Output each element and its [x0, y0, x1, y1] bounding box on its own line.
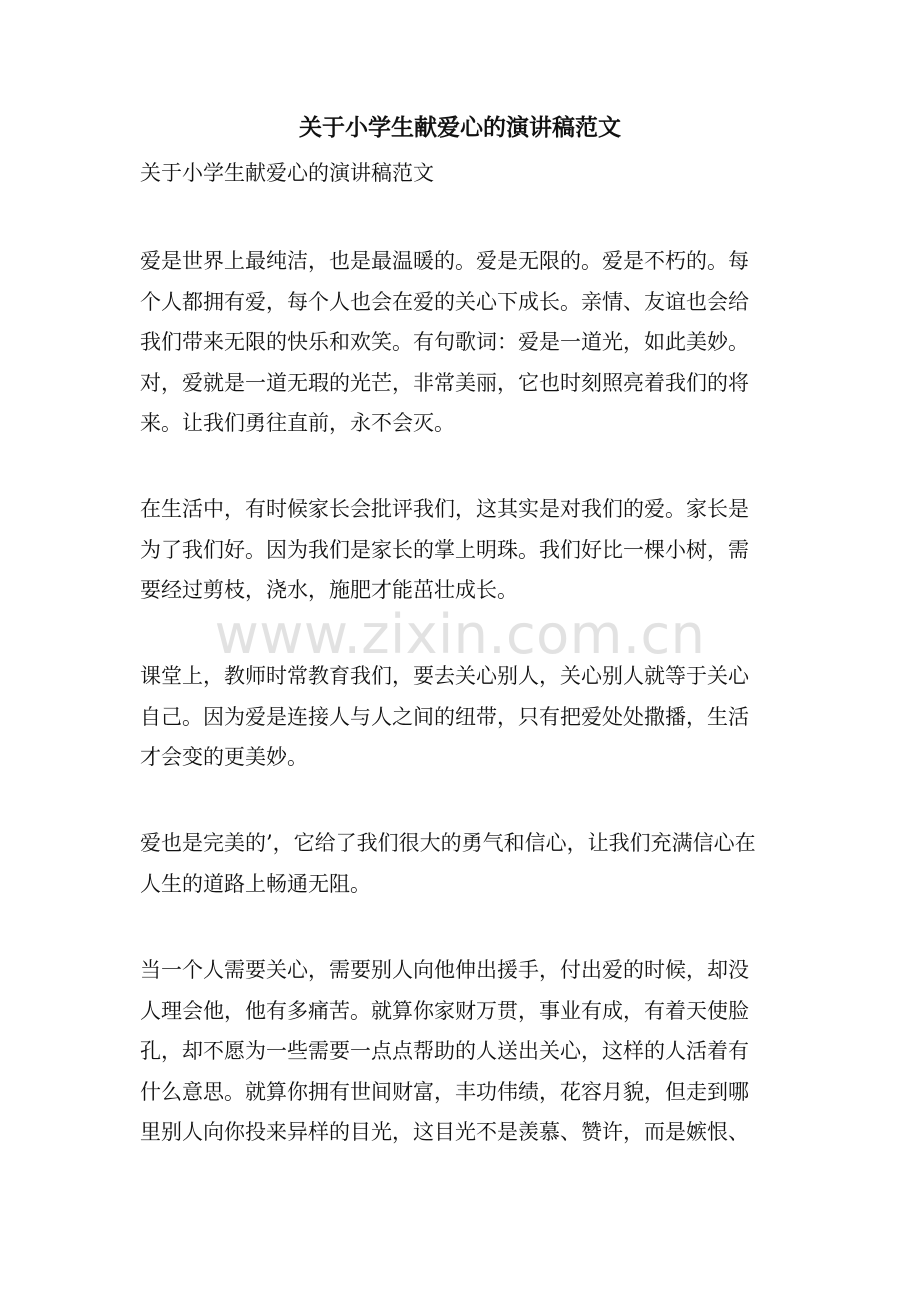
paragraph-1: [140, 241, 782, 444]
text-line: 我们带来无限的快乐和欢笑。有句歌词：爱是一道光，如此美妙。: [140, 330, 749, 355]
watermark: www.zixin.com.cn: [214, 603, 706, 666]
text-line: 课堂上，教师时常教育我们，要去关心别人，关心别人就等于关心: [140, 664, 749, 688]
document-title: 关于小学生献爱心的演讲稿范文: [299, 114, 621, 141]
text-line: 在生活中，有时候家长会批评我们，这其实是对我们的爱。家长是: [140, 497, 749, 521]
text-line: 爱是世界上最纯洁，也是最温暖的。爱是无限的。爱是不朽的。每: [140, 249, 749, 273]
text-line: 什么意思。就算你拥有世间财富，丰功伟绩，花容月貌，但走到哪: [140, 1079, 749, 1104]
text-line: 人理会他，他有多痛苦。就算你家财万贯，事业有成，有着天使脸: [140, 998, 749, 1023]
text-line: 孔，却不愿为一些需要一点点帮助的人送出关心，这样的人活着有: [140, 1039, 749, 1064]
text-line: 对，爱就是一道无瑕的光芒，非常美丽，它也时刻照亮着我们的将: [140, 370, 749, 395]
paragraph-5: [140, 950, 782, 1153]
text-line: 里别人向你投来异样的目光，这目光不是羡慕、赞许，而是嫉恨、: [140, 1120, 749, 1145]
text-line: 个人都拥有爱，每个人也会在爱的关心下成长。亲情、友谊也会给: [140, 289, 749, 314]
text-line: 才会变的更美妙。: [140, 745, 308, 770]
document-subtitle: 关于小学生献爱心的演讲稿范文: [140, 161, 434, 185]
paragraph-2: [140, 489, 782, 611]
text-line: 为了我们好。因为我们是家长的掌上明珠。我们好比一棵小树，需: [140, 537, 749, 562]
text-line: 爱也是完美的’，它给了我们很大的勇气和信心，让我们充满信心在: [140, 831, 756, 855]
paragraph-3: [140, 656, 782, 778]
text-line: 人生的道路上畅通无阻。: [140, 871, 371, 896]
text-line: 来。让我们勇往直前，永不会灭。: [140, 411, 455, 436]
paragraph-4: [140, 823, 782, 904]
text-line: 自己。因为爱是连接人与人之间的纽带，只有把爱处处撒播，生活: [140, 704, 749, 729]
text-line: 当一个人需要关心，需要别人向他伸出援手，付出爱的时候，却没: [140, 958, 749, 982]
text-line: 要经过剪枝，浇水，施肥才能茁壮成长。: [140, 578, 518, 603]
